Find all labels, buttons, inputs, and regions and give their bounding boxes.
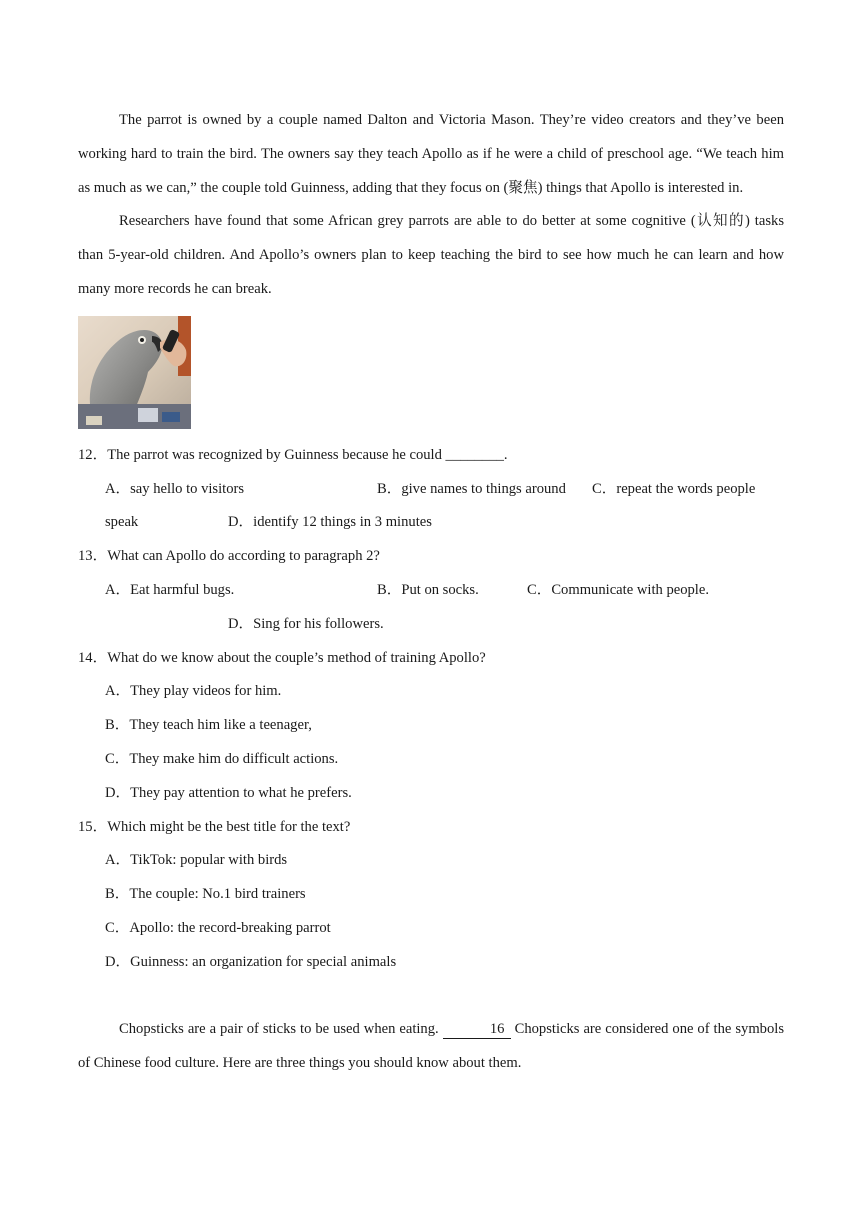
question-15-stem: 15．Which might be the best title for the text? — [78, 818, 351, 835]
section-gap — [78, 980, 784, 1014]
question-12-option-c-line1[interactable]: C．repeat the words people — [592, 480, 756, 497]
chopsticks-text-after: Chopsticks are considered one of the symbols of Chinese food culture. Here are three things you should know about them. — [78, 1021, 784, 1072]
question-14-stem: 14．What do we know about the couple’s method of training Apollo? — [78, 649, 486, 666]
chopsticks-paragraph — [78, 1013, 784, 1081]
question-14-option-d[interactable]: D．They pay attention to what he prefers. — [105, 784, 352, 801]
question-14-option-a[interactable]: A．They play videos for him. — [105, 683, 282, 700]
question-15-option-c[interactable]: C．Apollo: the record-breaking parrot — [105, 919, 331, 936]
question-12-options — [78, 473, 784, 541]
question-13-option-c[interactable]: C．Communicate with people. — [527, 581, 709, 598]
question-12-option-b[interactable]: B．give names to things around — [377, 480, 566, 497]
question-12-option-c-line2[interactable]: speak — [105, 514, 139, 531]
question-14-option-c[interactable]: C．They make him do difficult actions. — [105, 750, 339, 767]
question-13-options — [78, 574, 784, 642]
question-15-options — [78, 844, 784, 979]
question-12-stem: 12．The parrot was recognized by Guinness because he could ________. — [78, 446, 508, 463]
parrot-photo — [78, 316, 191, 429]
question-14-option-b[interactable]: B．They teach him like a teenager, — [105, 717, 312, 734]
document-page — [78, 104, 784, 1081]
question-13-option-d[interactable]: D．Sing for his followers. — [228, 615, 384, 632]
question-13-option-a[interactable]: A．Eat harmful bugs. — [105, 581, 235, 598]
passage-paragraph-1: The parrot is owned by a couple named Dalton and Victoria Mason. They’re video creators and they’ve been working hard to train the bird. The owners say they teach Apollo as if he were a child of preschool age. “We teach him as much as we can,” the couple told Guinness, adding that they focus on (聚焦) things that Apollo is interested in. — [78, 112, 784, 196]
question-15-option-b[interactable]: B．The couple: No.1 bird trainers — [105, 886, 306, 903]
question-14-options — [78, 675, 784, 810]
question-15-option-a[interactable]: A．TikTok: popular with birds — [105, 852, 288, 869]
blank-16[interactable]: 16 — [443, 1020, 511, 1039]
question-12-option-d[interactable]: D．identify 12 things in 3 minutes — [228, 514, 432, 531]
question-13-stem: 13．What can Apollo do according to paragraph 2? — [78, 548, 380, 565]
question-13-option-b[interactable]: B．Put on socks. — [377, 581, 479, 598]
chopsticks-text-before: Chopsticks are a pair of sticks to be used when eating. — [119, 1021, 439, 1038]
question-12-option-a[interactable]: A．say hello to visitors — [105, 480, 245, 497]
passage-paragraph-2: Researchers have found that some African grey parrots are able to do better at some cognitive (认知的) tasks than 5-year-old children. And Apollo’s owners plan to keep teaching the bird to see how much he can learn and how many more records he can break. — [78, 213, 784, 297]
question-15-option-d[interactable]: D．Guinness: an organization for special animals — [105, 953, 397, 970]
